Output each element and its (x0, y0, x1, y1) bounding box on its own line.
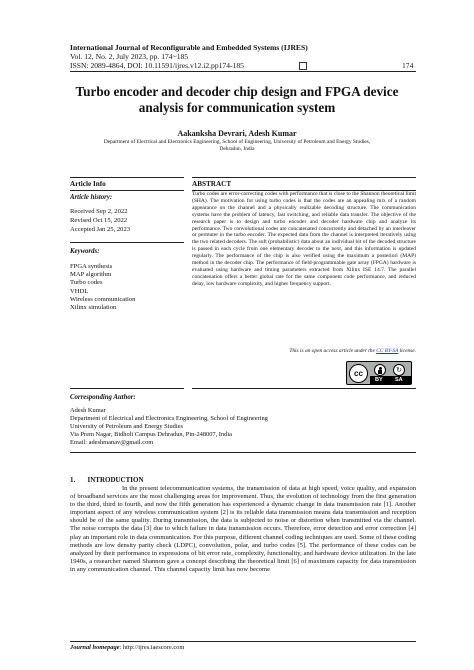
keyword-list (70, 263, 135, 312)
corresponding-rule (70, 452, 416, 453)
cc-logo-icon: cc (349, 364, 368, 383)
author-department: Department of Electrical and Electronics Engineering, School of Engineering (70, 414, 268, 422)
header-rule (70, 71, 416, 72)
keyword-item: VHDL (70, 287, 89, 295)
cc-by-sa-badge[interactable] (346, 361, 412, 385)
journal-name: International Journal of Reconfigurable and Embedded Systems (IJRES) (70, 43, 308, 52)
cc-label-strip (370, 376, 411, 384)
keyword-item: MAP algorithm (70, 271, 112, 279)
affiliation (80, 139, 394, 153)
author-university: University of Petroleum and Energy Studies (70, 422, 183, 430)
journal-homepage (70, 644, 184, 651)
cc-icons-row (370, 362, 411, 376)
keyword-item: Turbo codes (70, 279, 103, 287)
page-number: 174 (402, 61, 414, 70)
keyword-item: Xilinx simulation (70, 304, 117, 312)
affiliation-line-2: Dehradun, India (219, 146, 255, 153)
abstract-rule-top (192, 177, 416, 178)
abstract-rule-bottom (192, 388, 416, 389)
info-rule-heading (70, 190, 184, 191)
square-icon (299, 62, 307, 70)
title-line-2: analysis for communication system (138, 99, 336, 115)
keyword-item: Wireless communication (70, 295, 136, 303)
keyword-item: FPGA synthesis (70, 263, 113, 270)
info-rule-mid (70, 242, 184, 243)
homepage-label: Journal homepage (70, 644, 120, 651)
license-link[interactable]: CC BY-SA (376, 348, 399, 354)
introduction-heading: 1. INTRODUCTION (70, 476, 144, 484)
by-label: BY (375, 377, 383, 383)
revised-date: Revised Oct 15, 2022 (70, 217, 128, 224)
volume-line: Vol. 12, No. 2, July 2023, pp. 174~185 (70, 52, 189, 61)
affiliation-line-1: Department of Electrical and Electronics Engineering, School of Engineering, University of Petroleum and Energy Studies, (103, 139, 371, 145)
share-alike-icon: ↻ (393, 364, 405, 376)
info-rule-bottom (70, 388, 184, 389)
abstract-heading: ABSTRACT (192, 180, 232, 188)
introduction-text: In the present telecommunication systems, the transmission of data at high speed, voice quality, and expansion of broadband services are the most challenging areas for improvement. Thus, the evolution of technology from the first generation to the third, third to fourth, and now the fifth generation has experienced a dynamic change in data transmission rate [1]. Another important aspect of any wireless communication system [2] is its reliable data transmission means data transmission and reception should be of the same quality. During transmission, the data is subjected to noise or distortion when transmitted via the channel. The noise corrupts the data [3] due to which failure in data transmission occurs. Therefore, error detection and error correction [4] play an important role in data communication. For this purpose, different channel coding techniques are used. Some of these coding methods are low density parity check (LDPC), convolution, polar, and turbo codes [5]. The performance of these codes can be analyzed by their performance in expressions of bit error rate, complexity, functionality, and hardware device utilization. In the late 1940s, a researcher named Shannon gave a concept describing the theoretical limit [6] of maximum capacity for data transmission in any communication channel. This channel capacity limit has now become (70, 485, 416, 573)
paper-title (60, 84, 414, 115)
corresponding-details (70, 407, 416, 447)
article-info-heading: Article Info (70, 180, 106, 188)
open-access-prefix: This is an open access article under the (289, 348, 377, 354)
received-date: Received Sep 2, 2022 (70, 208, 128, 215)
author-address: Via Prem Nagar, Bidholi Campus Dehradun, Pin-248007, India (70, 430, 232, 438)
open-access-note (192, 348, 416, 354)
author-name: Adesh Kumar (70, 407, 106, 414)
author-email: Email: adeshmanav@gmail.com (70, 438, 154, 446)
keywords-heading: Keywords: (70, 248, 100, 255)
info-rule-top (70, 177, 184, 178)
license-suffix: license. (398, 348, 416, 354)
footer-rule (70, 641, 416, 642)
title-line-1: Turbo encoder and decoder chip design and FPGA device (75, 84, 399, 99)
homepage-url[interactable]: : http://ijres.iaescore.com (119, 644, 185, 651)
authors: Aakanksha Devrari, Adesh Kumar (177, 129, 297, 138)
accepted-date: Accepted Jan 25, 2023 (70, 226, 131, 233)
sa-label: SA (395, 377, 403, 383)
corresponding-heading: Corresponding Author: (70, 394, 136, 401)
history-heading: Article history: (70, 194, 113, 201)
person-icon (374, 364, 386, 376)
issn-line: ISSN: 2089-4864, DOI: 10.11591/ijres.v12.i2.pp174-185 (70, 61, 244, 70)
abstract-text: Turbo codes are error-correcting codes with performance that is close to the Shannon theoretical limit (SHA). The motivation for using turbo codes is that the codes are an appealing mix of a random appearance on the channel and a physically realizable decoding structure. The communication systems have the problem of latency, fast switching, and reliable data transfer. The objective of the research paper is to design and turbo encoder and decoder hardware chip and analyze its performance. Two convolutional codes are concatenated concurrently and detached by an interleaver or permuter in the turbo encoder. The expected data from the channel is interpreted iteratively using the two related decoders. The soft (probabilistic) data about an individual bit of the decoded structure is passed in each cycle from one elementary decoder to the next, and this information is updated regularly. The performance of the chip is also verified using the maximum a posteriori (MAP) method in the decoder chip. The performance of field-programmable gate array (FPGA) hardware is evaluated using hardware and timing parameters extracted from Xilinx ISE 14.7. The parallel concatenation offers a better global rate for the same component code performance, and reduced delay, low hardware complexity, and higher frequency support. (192, 191, 416, 287)
